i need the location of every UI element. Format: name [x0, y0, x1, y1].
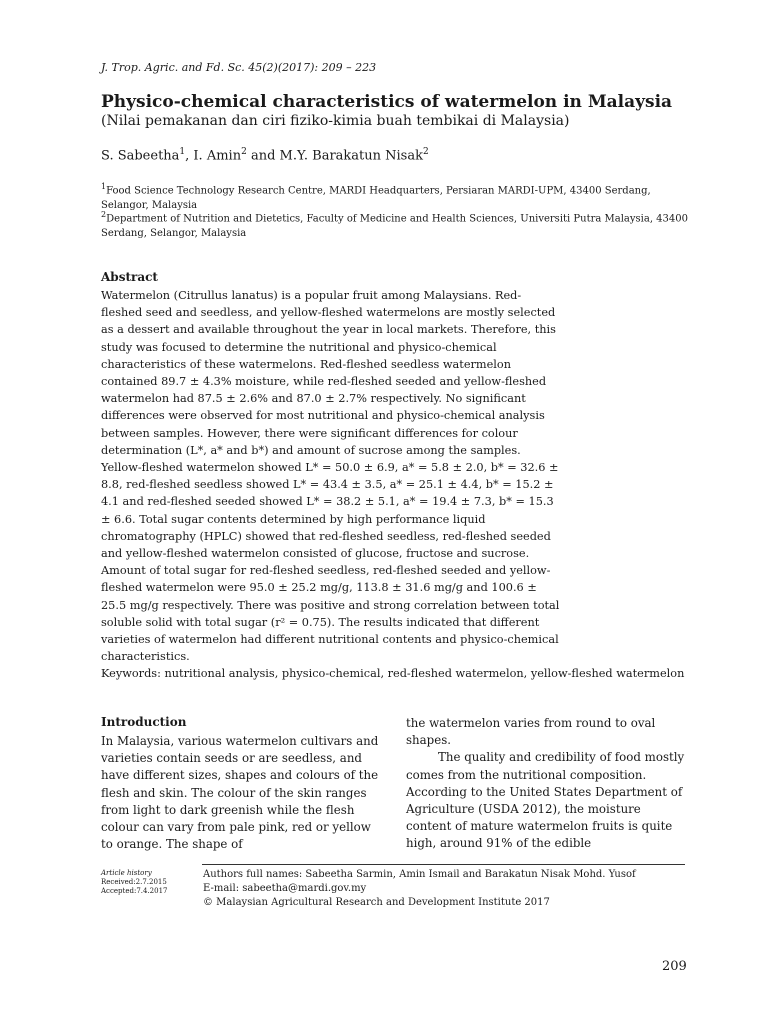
author-separator: ,	[185, 148, 194, 164]
affiliation-text: Department of Nutrition and Dietetics, Faculty of Medicine and Health Sciences, Universiti Putra Malaysia, 43400 Serdang, Selangor, Malaysia	[101, 213, 688, 240]
contact-email: E-mail: sabeetha@mardi.gov.my	[203, 883, 367, 894]
page-number: 209	[662, 959, 687, 974]
author-list	[101, 147, 429, 163]
paper-title: Physico-chemical characteristics of watermelon in Malaysia	[101, 92, 673, 112]
journal-reference: J. Trop. Agric. and Fd. Sc. 45(2)(2017): 209 – 223	[101, 61, 377, 74]
footer-divider	[202, 864, 685, 865]
introduction-column-1: In Malaysia, various watermelon cultivars and varieties contain seeds or are seedless, and have different sizes, shapes and colours of the flesh and skin. The colour of the skin ranges from light to dark greenish while the flesh colour can vary from pale pink, red or yellow to orange. The shape of	[101, 734, 379, 852]
introduction-paragraph: the watermelon varies from round to oval shapes.	[406, 716, 656, 748]
affiliation-number: 2	[101, 210, 107, 219]
footer-info	[203, 868, 636, 910]
introduction-column-2	[406, 715, 688, 853]
paper-subtitle: (Nilai pemakanan dan ciri fiziko-kimia buah tembikai di Malaysia)	[101, 113, 570, 129]
affiliation-number: 1	[101, 182, 107, 191]
abstract-text: Watermelon (Citrullus lanatus) is a popular fruit among Malaysians. Red-fleshed seed and seedless, and yellow-fleshed watermelons are mostly selected as a dessert and available throughout the year in local markets. Therefore, this study was focused to determine the nutritional and physico-chemical characteristics of these watermelons. Red-fleshed seedless watermelon contained 89.7 ± 4.3% moisture, while red-fleshed seeded and yellow-fleshed watermelon had 87.5 ± 2.6% and 87.0 ± 2.7% respectively. No significant differences were observed for most nutritional and physico-chemical analysis between samples. However, there were significant differences for colour determination (L*, a* and b*) and amount of sucrose among the samples. Yellow-fleshed watermelon showed L* = 50.0 ± 6.9, a* = 5.8 ± 2.0, b* = 32.6 ± 8.8, red-fleshed seedless showed L* = 43.4 ± 3.5, a* = 25.1 ± 4.4, b* = 15.2 ± 4.1 and red-fleshed seeded showed L* = 38.2 ± 5.1, a* = 19.4 ± 7.3, b* = 15.3 ± 6.6. Total sugar contents determined by high performance liquid chromatography (HPLC) showed that red-fleshed seedless, red-fleshed seeded and yellow-fleshed watermelon consisted of glucose, fructose and sucrose. Amount of total sugar for red-fleshed seedless, red-fleshed seeded and yellow-fleshed watermelon were 95.0 ± 25.2 mg/g, 113.8 ± 31.6 mg/g and 100.6 ± 25.5 mg/g respectively. There was positive and strong correlation between total soluble solid with total sugar (r² = 0.75). The results indicated that different varieties of watermelon had different nutritional contents and physico-chemical characteristics.	[101, 289, 560, 664]
author-separator: and	[246, 148, 280, 164]
keywords: Keywords: nutritional analysis, physico-chemical, red-fleshed watermelon, yellow-fleshed watermelon	[101, 667, 685, 680]
author-name: I. Amin	[193, 148, 242, 164]
author-name: M.Y. Barakatun Nisak	[279, 148, 423, 164]
introduction-paragraph	[406, 749, 688, 852]
author-affiliation-mark: 2	[241, 147, 247, 157]
introduction-heading: Introduction	[101, 715, 187, 729]
affiliation-text: Food Science Technology Research Centre, MARDI Headquarters, Persiaran MARDI-UPM, 43400 Serdang, Selangor, Malaysia	[101, 185, 651, 212]
author-affiliation-mark: 2	[422, 147, 429, 157]
article-history	[101, 869, 168, 896]
history-accepted: Accepted:7.4.2017	[101, 887, 168, 895]
author-affiliation-mark: 1	[179, 147, 186, 157]
author-name: S. Sabeetha	[101, 148, 180, 164]
copyright-notice: © Malaysian Agricultural Research and Development Institute 2017	[203, 897, 550, 908]
abstract-heading: Abstract	[101, 270, 158, 284]
history-received: Received:2.7.2015	[101, 878, 167, 886]
affiliation-2	[101, 207, 691, 241]
history-label: Article history	[101, 869, 152, 877]
authors-full-names: Authors full names: Sabeetha Sarmin, Amin Ismail and Barakatun Nisak Mohd. Yusof	[203, 869, 636, 880]
paragraph-text: The quality and credibility of food mostly comes from the nutritional composition. According to the United States Department of Agriculture (USDA 2012), the moisture content of mature watermelon fruits is quite high, around 91% of the edible	[406, 750, 685, 851]
